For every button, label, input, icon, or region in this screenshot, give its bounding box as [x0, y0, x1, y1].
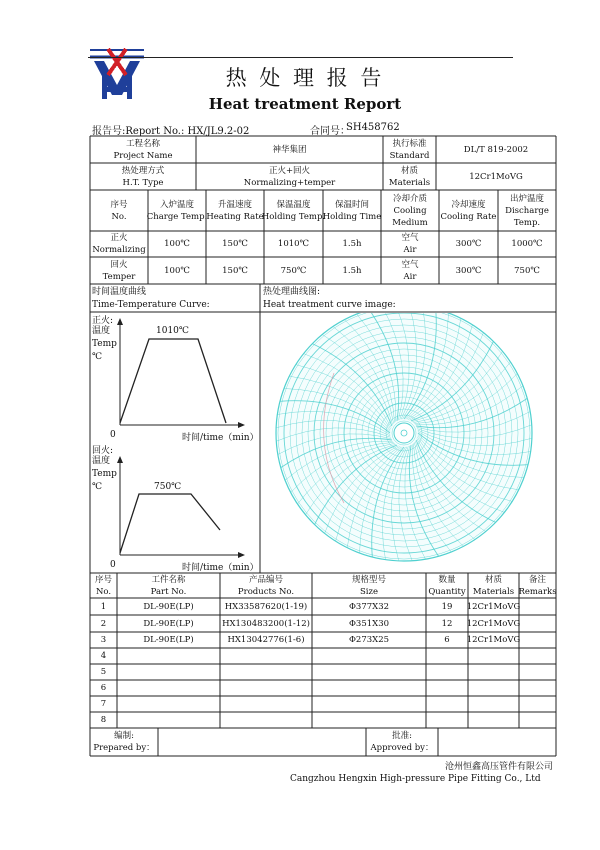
parts-cell-quantity — [426, 712, 468, 728]
normalize-origin: 0 — [110, 430, 116, 440]
parts-cell-size — [312, 615, 426, 632]
parts-cell-text: 7 — [100, 699, 107, 709]
parts-cell-product — [220, 664, 312, 680]
parts-header-no: 序号 No. — [94, 574, 112, 597]
company-name-cn: 沧州恒鑫高压管件有限公司 — [444, 762, 553, 772]
material-label: 材质 Materials — [388, 165, 431, 188]
process-row-discharge: 750℃ — [514, 265, 540, 276]
parts-cell-no — [90, 664, 117, 680]
normalize-curve-block — [90, 312, 260, 444]
parts-header-remarks: 备注 Remarks — [518, 574, 557, 597]
temper-label: 回火: — [92, 446, 114, 456]
parts-cell-product — [220, 696, 312, 712]
parts-cell-text: Φ377X32 — [348, 601, 390, 612]
parts-cell-no — [90, 648, 117, 664]
temper-origin: 0 — [110, 560, 116, 570]
parts-header-part: 工件名称 Part No. — [150, 574, 187, 597]
parts-cell-material — [468, 632, 519, 648]
parts-cell-text: DL-90E(LP) — [143, 635, 194, 645]
parts-cell-no — [90, 632, 117, 648]
parts-cell-remark — [519, 648, 556, 664]
process-header-coolrate: 冷却速度 Cooling Rate — [440, 199, 497, 222]
process-row-coolrate: 300℃ — [455, 265, 482, 276]
parts-cell-text: 5 — [100, 667, 107, 677]
process-header-holdtime: 保温时间 Holding Time — [322, 199, 382, 222]
parts-cell-text: 6 — [100, 683, 107, 693]
project-label: 工程名称 Project Name — [113, 138, 173, 161]
temper-curve — [90, 442, 260, 573]
parts-cell-product — [220, 712, 312, 728]
parts-cell-material — [468, 598, 519, 615]
parts-cell-text: 6 — [444, 635, 450, 645]
process-row-name: 回火 Temper — [102, 259, 136, 282]
parts-cell-material — [468, 664, 519, 680]
normalize-yaxis-label: 温度 Temp ℃ — [92, 326, 117, 362]
prepared-by-label: 编制: Prepared by： — [93, 731, 155, 753]
circular-chart-recorder-image — [262, 313, 554, 571]
parts-cell-text: HX13042776(1-6) — [227, 635, 305, 645]
project-value: 神华集团 — [272, 144, 307, 155]
parts-header-materials: 材质 Materials — [472, 574, 515, 597]
parts-cell-text: 12 — [441, 618, 453, 629]
normalize-label: 正火: — [92, 316, 114, 326]
process-header-no: 序号 No. — [110, 199, 128, 222]
parts-cell-remark — [519, 632, 556, 648]
parts-cell-text: 8 — [100, 715, 107, 725]
process-row-holdtime: 1.5h — [342, 265, 362, 276]
parts-cell-no — [90, 712, 117, 728]
parts-cell-remark — [519, 598, 556, 615]
parts-cell-text: 12Cr1MoVG — [466, 635, 521, 645]
parts-cell-material — [468, 615, 519, 632]
parts-cell-product — [220, 615, 312, 632]
parts-cell-quantity — [426, 632, 468, 648]
parts-cell-text: 2 — [100, 618, 107, 629]
contract-label: 合同号： — [310, 126, 350, 137]
standard-value: DL/T 819-2002 — [463, 144, 529, 155]
process-header-rate: 升温速度 Heating Rate — [206, 199, 264, 222]
title-en: Heat treatment Report — [208, 95, 402, 113]
httype-value: 正火+回火 Normalizing+temper — [243, 165, 336, 188]
process-row-name: 正火 Normalizing — [92, 233, 146, 255]
parts-cell-size — [312, 632, 426, 648]
process-header-discharge: 出炉温度 Discharge Temp. — [505, 193, 549, 228]
process-row-charge: 100℃ — [164, 265, 190, 276]
process-row-charge: 100℃ — [164, 239, 190, 249]
parts-cell-remark — [519, 696, 556, 712]
parts-cell-size — [312, 598, 426, 615]
parts-cell-quantity — [426, 664, 468, 680]
report-number: 报告号:Report No.: HX/JL9.2-02 — [92, 126, 250, 137]
standard-label: 执行标准 Standard — [389, 138, 430, 161]
time-temp-title: 时间温度曲线 Time-Temperature Curve: — [92, 287, 210, 310]
parts-cell-product — [220, 598, 312, 615]
parts-cell-size — [312, 680, 426, 696]
parts-cell-text: HX33587620(1-19) — [224, 601, 308, 612]
parts-cell-material — [468, 680, 519, 696]
parts-cell-text: 12Cr1MoVG — [466, 601, 521, 612]
process-row-holdtemp: 750℃ — [280, 265, 307, 276]
parts-cell-size — [312, 664, 426, 680]
curve-image-title: 热处理曲线图: Heat treatment curve image: — [263, 287, 396, 310]
parts-cell-quantity — [426, 598, 468, 615]
parts-cell-text: 1 — [100, 601, 107, 612]
temper-curve-block — [90, 442, 260, 573]
parts-cell-part — [117, 696, 220, 712]
httype-label: 热处理方式 H.T. Type — [121, 165, 165, 188]
contract-number: SH458762 — [346, 122, 400, 133]
parts-cell-part — [117, 712, 220, 728]
parts-header-size: 规格型号 Size — [351, 574, 386, 597]
parts-cell-size — [312, 712, 426, 728]
parts-cell-material — [468, 648, 519, 664]
temper-peak-label: 750℃ — [154, 482, 182, 492]
process-row-medium: 空气 Air — [401, 233, 419, 255]
process-row-rate: 150℃ — [222, 265, 248, 276]
parts-cell-text: DL-90E(LP) — [143, 601, 194, 612]
parts-cell-part — [117, 680, 220, 696]
parts-cell-text: DL-90E(LP) — [143, 618, 194, 629]
process-header-medium: 冷却介质 Cooling Medium — [392, 193, 428, 228]
parts-cell-product — [220, 680, 312, 696]
parts-cell-text: 3 — [100, 635, 107, 645]
parts-cell-part — [117, 664, 220, 680]
parts-cell-remark — [519, 680, 556, 696]
parts-cell-part — [117, 615, 220, 632]
process-row-holdtemp: 1010℃ — [277, 239, 310, 249]
parts-cell-remark — [519, 664, 556, 680]
process-row-coolrate: 300℃ — [455, 239, 482, 249]
approved-by-label: 批准: Approved by： — [370, 731, 434, 753]
parts-cell-quantity — [426, 615, 468, 632]
normalize-xaxis-label: 时间/time（min） — [182, 433, 259, 443]
chart-center-hole — [401, 430, 407, 436]
parts-cell-no — [90, 696, 117, 712]
temper-xaxis-label: 时间/time（min） — [182, 563, 259, 573]
temper-yaxis-label: 温度 Temp ℃ — [92, 456, 117, 492]
parts-cell-product — [220, 632, 312, 648]
normalize-curve — [90, 312, 260, 444]
parts-cell-material — [468, 696, 519, 712]
parts-cell-text: 19 — [441, 601, 453, 612]
material-value: 12Cr1MoVG — [469, 171, 523, 182]
parts-cell-size — [312, 696, 426, 712]
parts-cell-no — [90, 598, 117, 615]
normalize-peak-label: 1010℃ — [156, 326, 189, 336]
parts-cell-text: 12Cr1MoVG — [466, 618, 521, 629]
parts-cell-material — [468, 712, 519, 728]
parts-cell-text: Φ273X25 — [348, 635, 390, 645]
parts-cell-no — [90, 615, 117, 632]
parts-cell-part — [117, 648, 220, 664]
parts-cell-remark — [519, 615, 556, 632]
company-name-en: Cangzhou Hengxin High-pressure Pipe Fitting Co., Ltd — [290, 774, 541, 784]
parts-cell-quantity — [426, 696, 468, 712]
process-row-medium: 空气 Air — [401, 259, 419, 282]
parts-cell-text: HX130483200(1-12) — [222, 618, 310, 629]
parts-cell-text: 4 — [100, 651, 107, 661]
parts-cell-quantity — [426, 648, 468, 664]
parts-cell-remark — [519, 712, 556, 728]
parts-header-quantity: 数量 Quantity — [428, 574, 466, 597]
parts-cell-quantity — [426, 680, 468, 696]
title-cn: 热 处 理 报 告 — [225, 66, 385, 90]
parts-header-product: 产品编号 Products No. — [237, 574, 295, 597]
parts-cell-no — [90, 680, 117, 696]
process-header-holdtemp: 保温温度 Holding Temp. — [261, 199, 326, 222]
process-row-discharge: 1000℃ — [511, 239, 543, 249]
parts-cell-text: Φ351X30 — [348, 618, 390, 629]
parts-cell-size — [312, 648, 426, 664]
parts-cell-product — [220, 648, 312, 664]
process-header-charge: 入炉温度 Charge Temp. — [146, 199, 208, 222]
parts-cell-part — [117, 598, 220, 615]
process-row-rate: 150℃ — [222, 239, 248, 249]
process-row-holdtime: 1.5h — [342, 239, 362, 249]
parts-cell-part — [117, 632, 220, 648]
